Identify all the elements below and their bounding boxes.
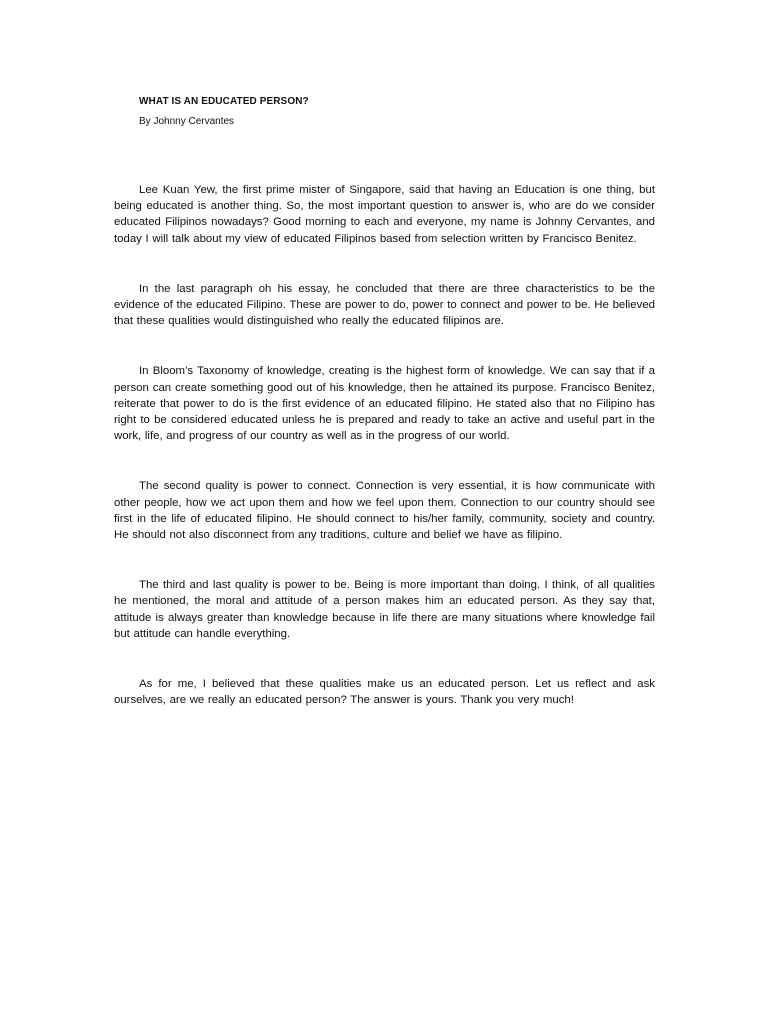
paragraph-power-to-connect: The second quality is power to connect. Connection is very essential, it is how communicate with other people, how we act upon them and how we feel upon them. Connection to our country should see first in the life of educated filipino. He should connect to his/her family, community, society and country. He should not also disconnect from any traditions, culture and belief we have as filipino. <box>114 480 655 542</box>
paragraph-intro: Lee Kuan Yew, the first prime mister of Singapore, said that having an Education is one thing, but being educated is another thing. So, the most important question to answer is, who are do we consider educated Filipinos nowadays? Good morning to each and everyone, my name is Johnny Cervantes, and today I will talk about my view of educated Filipinos based from selection written by Francisco Benitez. <box>114 184 655 245</box>
paragraph-conclusion: As for me, I believed that these qualities make us an educated person. Let us reflect and ask ourselves, are we really an educated person? The answer is yours. Thank you very much! <box>114 678 655 707</box>
paragraph-three-characteristics: In the last paragraph oh his essay, he concluded that there are three characteristics to be the evidence of the educated Filipino. These are power to do, power to connect and power to be. He believed that these qualities would distinguished who really the educated filipinos are. <box>114 282 655 328</box>
paragraph-power-to-do: In Bloom’s Taxonomy of knowledge, creating is the highest form of knowledge. We can say that if a person can create something good out of his knowledge, then he attained its purpose. Francisco Benitez, reiterate that power to do is the first evidence of an educated filipino. He stated also that no Filipino has right to be considered educated unless he is prepared and ready to take an active and useful part in the work, life, and progress of our country as well as in the progress of our world. <box>114 365 655 443</box>
document-title: WHAT IS AN EDUCATED PERSON? <box>139 96 309 107</box>
essay-body <box>114 182 655 742</box>
paragraph-power-to-be: The third and last quality is power to be. Being is more important than doing. I think, of all qualities he mentioned, the moral and attitude of a person makes him an educated person. As they say that, attitude is always greater than knowledge because in life there are many situations where knowledge fail but attitude can handle everything. <box>114 579 655 640</box>
author-line: By Johnny Cervantes <box>139 116 235 127</box>
